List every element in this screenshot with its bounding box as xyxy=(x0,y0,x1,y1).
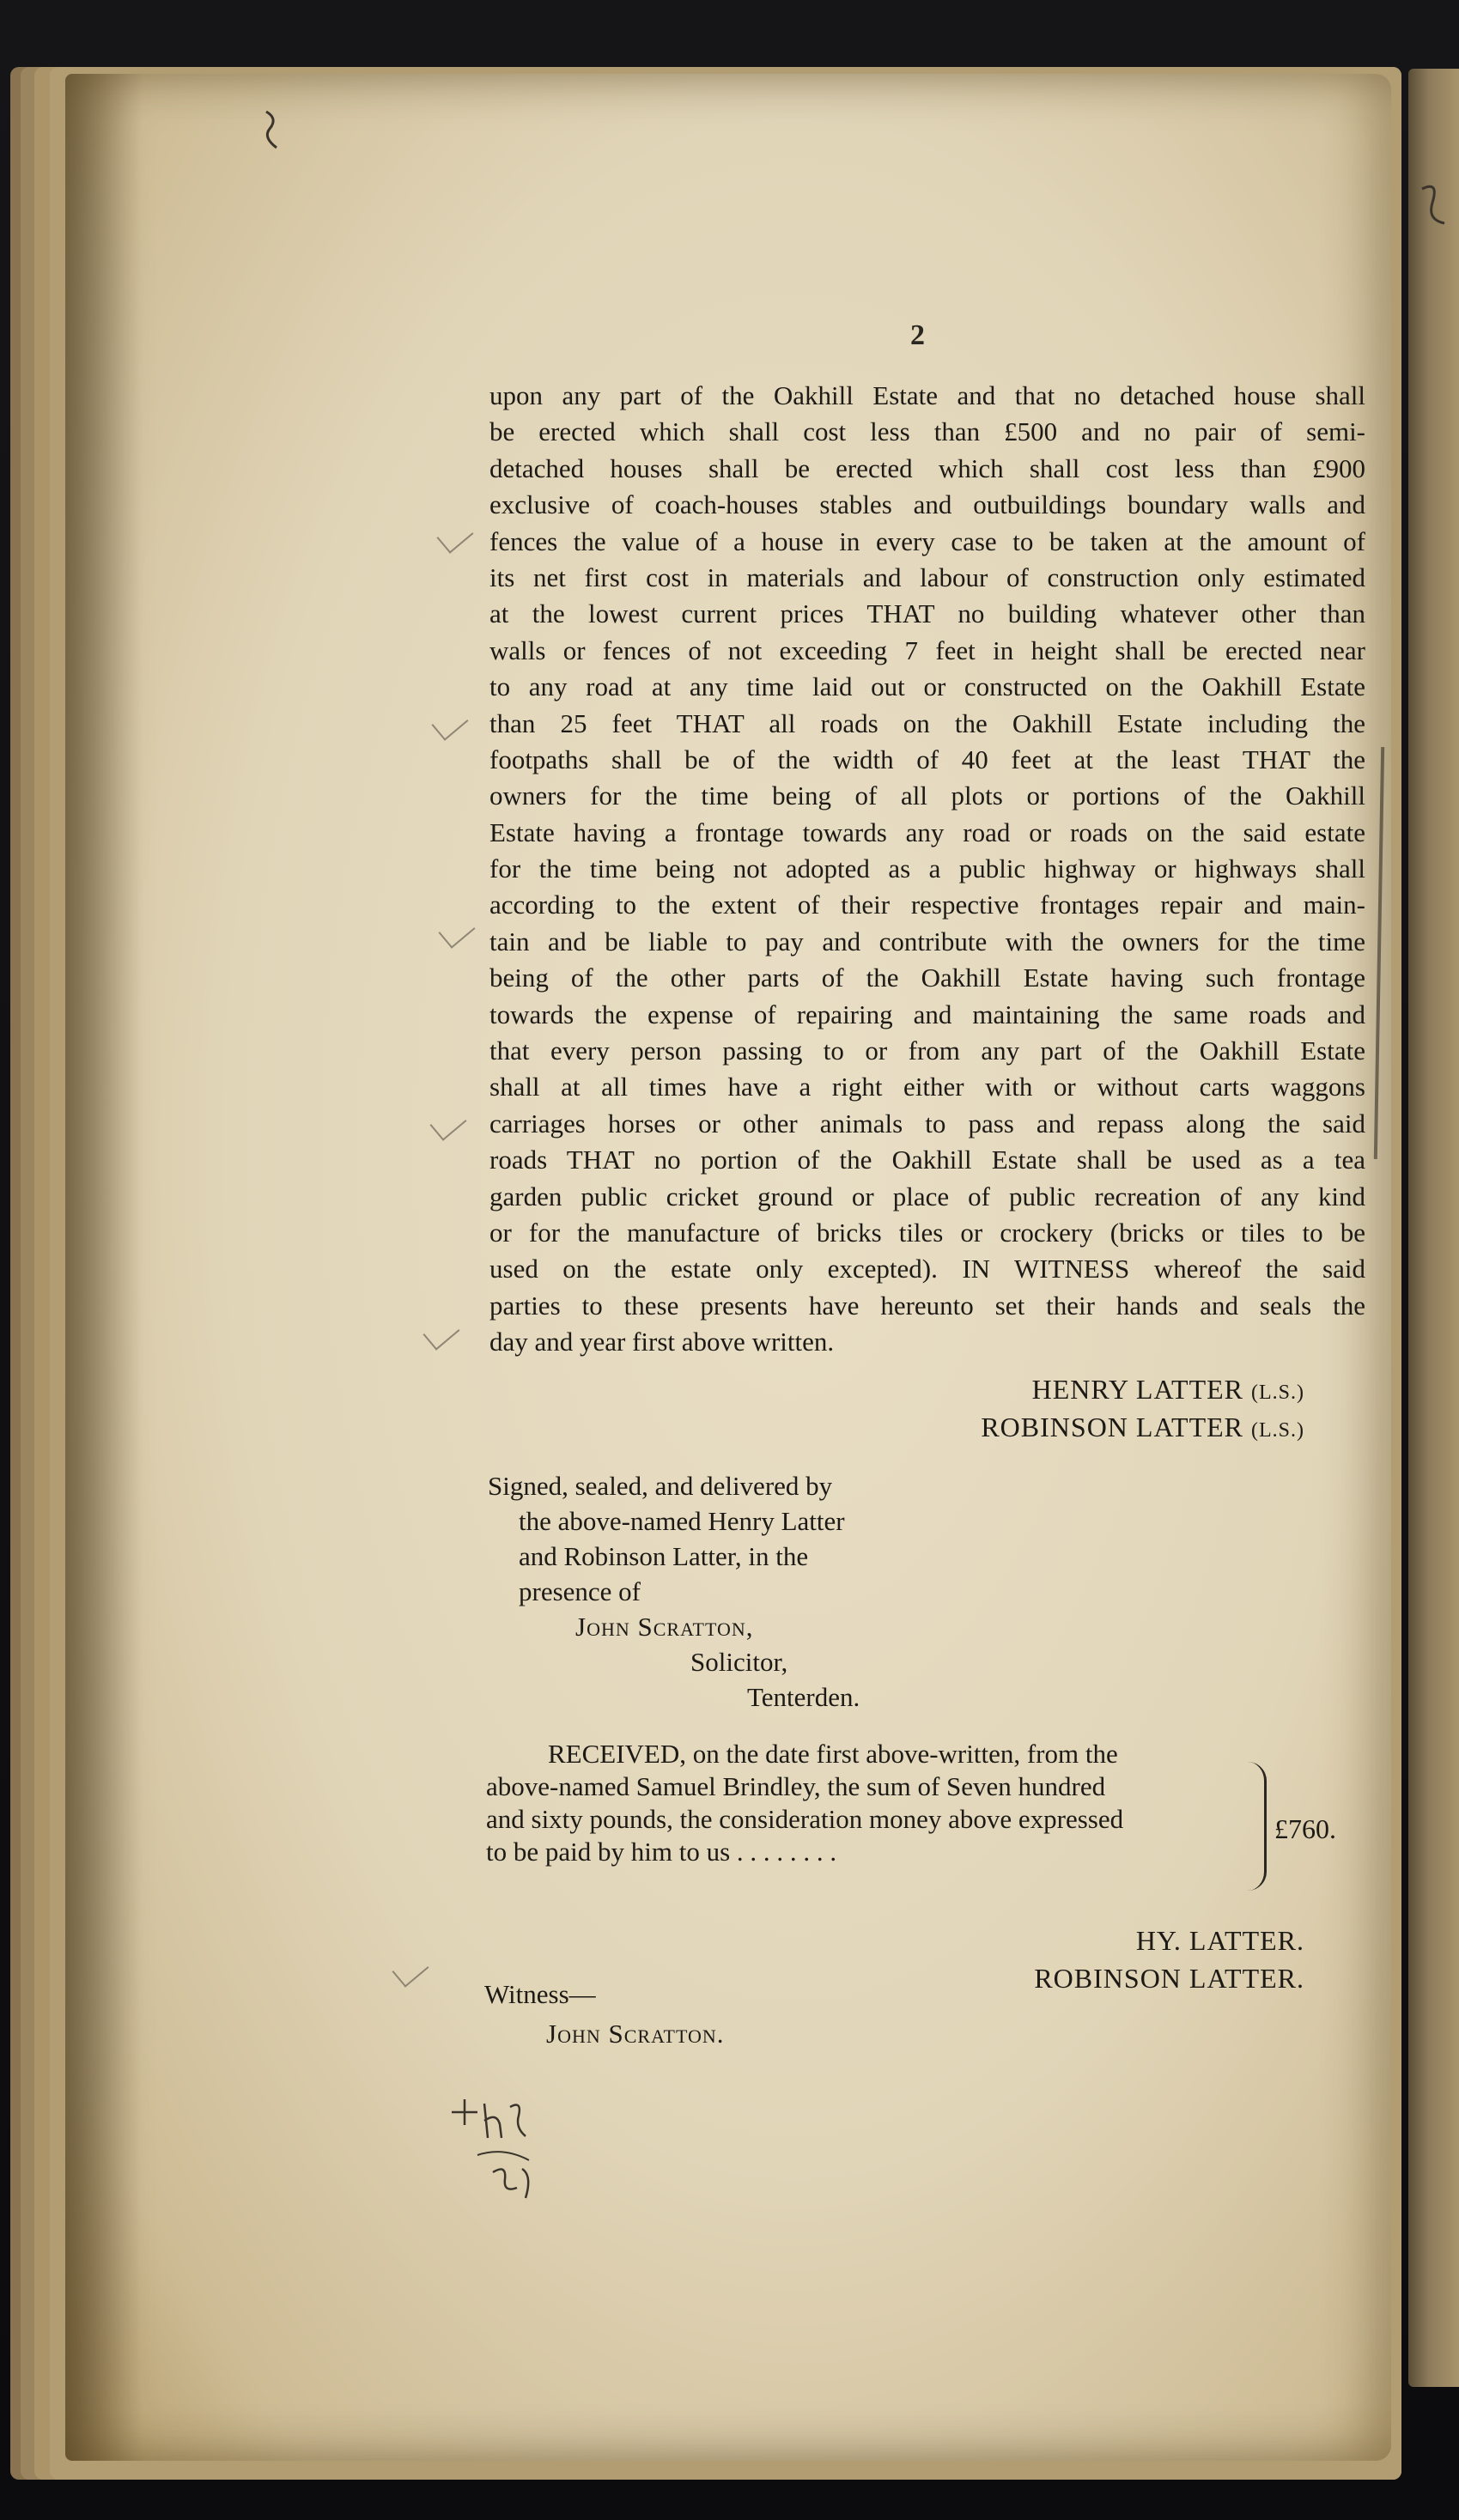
receipt-witness xyxy=(484,1975,725,2054)
body-line: Estate having a frontage towards any road or roads on the said estate xyxy=(489,817,1365,847)
body-line: detached houses shall be erected which shall cost less than £900 xyxy=(489,452,1365,483)
body-line: that every person passing to or from any part of the Oakhill Estate xyxy=(489,1035,1365,1066)
attestation-line: and Robinson Latter, in the xyxy=(519,1541,809,1571)
body-line: walls or fences of not exceeding 7 feet in height shall be erected near xyxy=(489,635,1365,665)
seal-mark: (L.S.) xyxy=(1251,1419,1304,1442)
body-line: day and year first above written. xyxy=(489,1327,835,1357)
receipt-line: and sixty pounds, the consideration money above expressed xyxy=(486,1804,1124,1834)
attestation-clause xyxy=(488,1468,934,1715)
receipt-amount: £760. xyxy=(1274,1813,1336,1844)
deed-body xyxy=(489,378,1365,1361)
receipt-line: above-named Samuel Brindley, the sum of Seven hundred xyxy=(486,1771,1106,1801)
signer-name: ROBINSON LATTER xyxy=(981,1412,1243,1442)
body-line: according to the extent of their respective frontages repair and main- xyxy=(489,890,1365,920)
facing-page-pencil-mark xyxy=(1413,172,1456,240)
signature-robinson-latter xyxy=(981,1412,1304,1443)
page-number: 2 xyxy=(910,319,925,351)
body-line: than 25 feet THAT all roads on the Oakhill Estate including the xyxy=(489,707,1365,738)
body-line: for the time being not adopted as a public highway or highways shall xyxy=(489,853,1365,884)
body-line: carriages horses or other animals to pass and repass along the said xyxy=(489,1108,1365,1139)
binding-shadow xyxy=(65,74,143,2461)
receipt-line: to be paid by him to us . . . . . . . . xyxy=(486,1837,837,1867)
body-line: roads THAT no portion of the Oakhill Estate shall be used as a tea xyxy=(489,1145,1365,1175)
body-line: shall at all times have a right either with or without carts waggons xyxy=(489,1072,1365,1102)
receipt-brace xyxy=(1243,1762,1267,1891)
body-line: its net first cost in materials and labour of construction only estimated xyxy=(489,562,1365,592)
body-line: upon any part of the Oakhill Estate and that no detached house shall xyxy=(489,380,1365,410)
body-line: be erected which shall cost less than £500 and no pair of semi- xyxy=(489,416,1365,447)
receipt-line: RECEIVED, on the date first above-written, from the xyxy=(548,1739,1118,1769)
witness-name: John Scratton. xyxy=(546,2019,725,2049)
attesting-witness-place: Tenterden. xyxy=(747,1682,860,1712)
attesting-witness-name: John Scratton, xyxy=(575,1612,754,1642)
body-line: garden public cricket ground or place of public recreation of any kind xyxy=(489,1181,1365,1211)
body-line: tain and be liable to pay and contribute with the owners for the time xyxy=(489,926,1365,956)
facing-page-edge xyxy=(1408,69,1459,2387)
body-line: used on the estate only excepted). IN WITNESS whereof the said xyxy=(489,1254,1365,1284)
body-line: at the lowest current prices THAT no building whatever other than xyxy=(489,598,1365,629)
body-line: being of the other parts of the Oakhill Estate having such frontage xyxy=(489,962,1365,993)
attestation-line: presence of xyxy=(519,1576,641,1606)
witness-label: Witness— xyxy=(484,1979,596,2009)
receipt-signature-robinson-latter: ROBINSON LATTER. xyxy=(1034,1963,1304,1994)
body-line: towards the expense of repairing and maintaining the same roads and xyxy=(489,999,1365,1029)
body-line: owners for the time being of all plots or portions of the Oakhill xyxy=(489,780,1365,811)
receipt-signature-hy-latter: HY. LATTER. xyxy=(1135,1925,1304,1956)
body-line: exclusive of coach-houses stables and outbuildings boundary walls and xyxy=(489,489,1365,520)
receipt-clause xyxy=(486,1738,1242,1868)
body-line: parties to these presents have hereunto set their hands and seals the xyxy=(489,1290,1365,1321)
body-line: footpaths shall be of the width of 40 feet at the least THAT the xyxy=(489,744,1365,774)
pencil-corner-mark xyxy=(258,103,292,163)
seal-mark: (L.S.) xyxy=(1251,1381,1304,1404)
body-line: or for the manufacture of bricks tiles or crockery (bricks or tiles to be xyxy=(489,1217,1365,1248)
pencil-initials-mark xyxy=(443,2086,572,2224)
body-line: to any road at any time laid out or constructed on the Oakhill Estate xyxy=(489,671,1365,702)
attestation-line: the above-named Henry Latter xyxy=(519,1506,845,1536)
attesting-witness-title: Solicitor, xyxy=(690,1647,788,1677)
attestation-line: Signed, sealed, and delivered by xyxy=(488,1471,833,1501)
body-line: fences the value of a house in every case to be taken at the amount of xyxy=(489,525,1365,556)
signer-name: HENRY LATTER xyxy=(1031,1374,1243,1405)
signature-henry-latter xyxy=(1032,1374,1304,1406)
